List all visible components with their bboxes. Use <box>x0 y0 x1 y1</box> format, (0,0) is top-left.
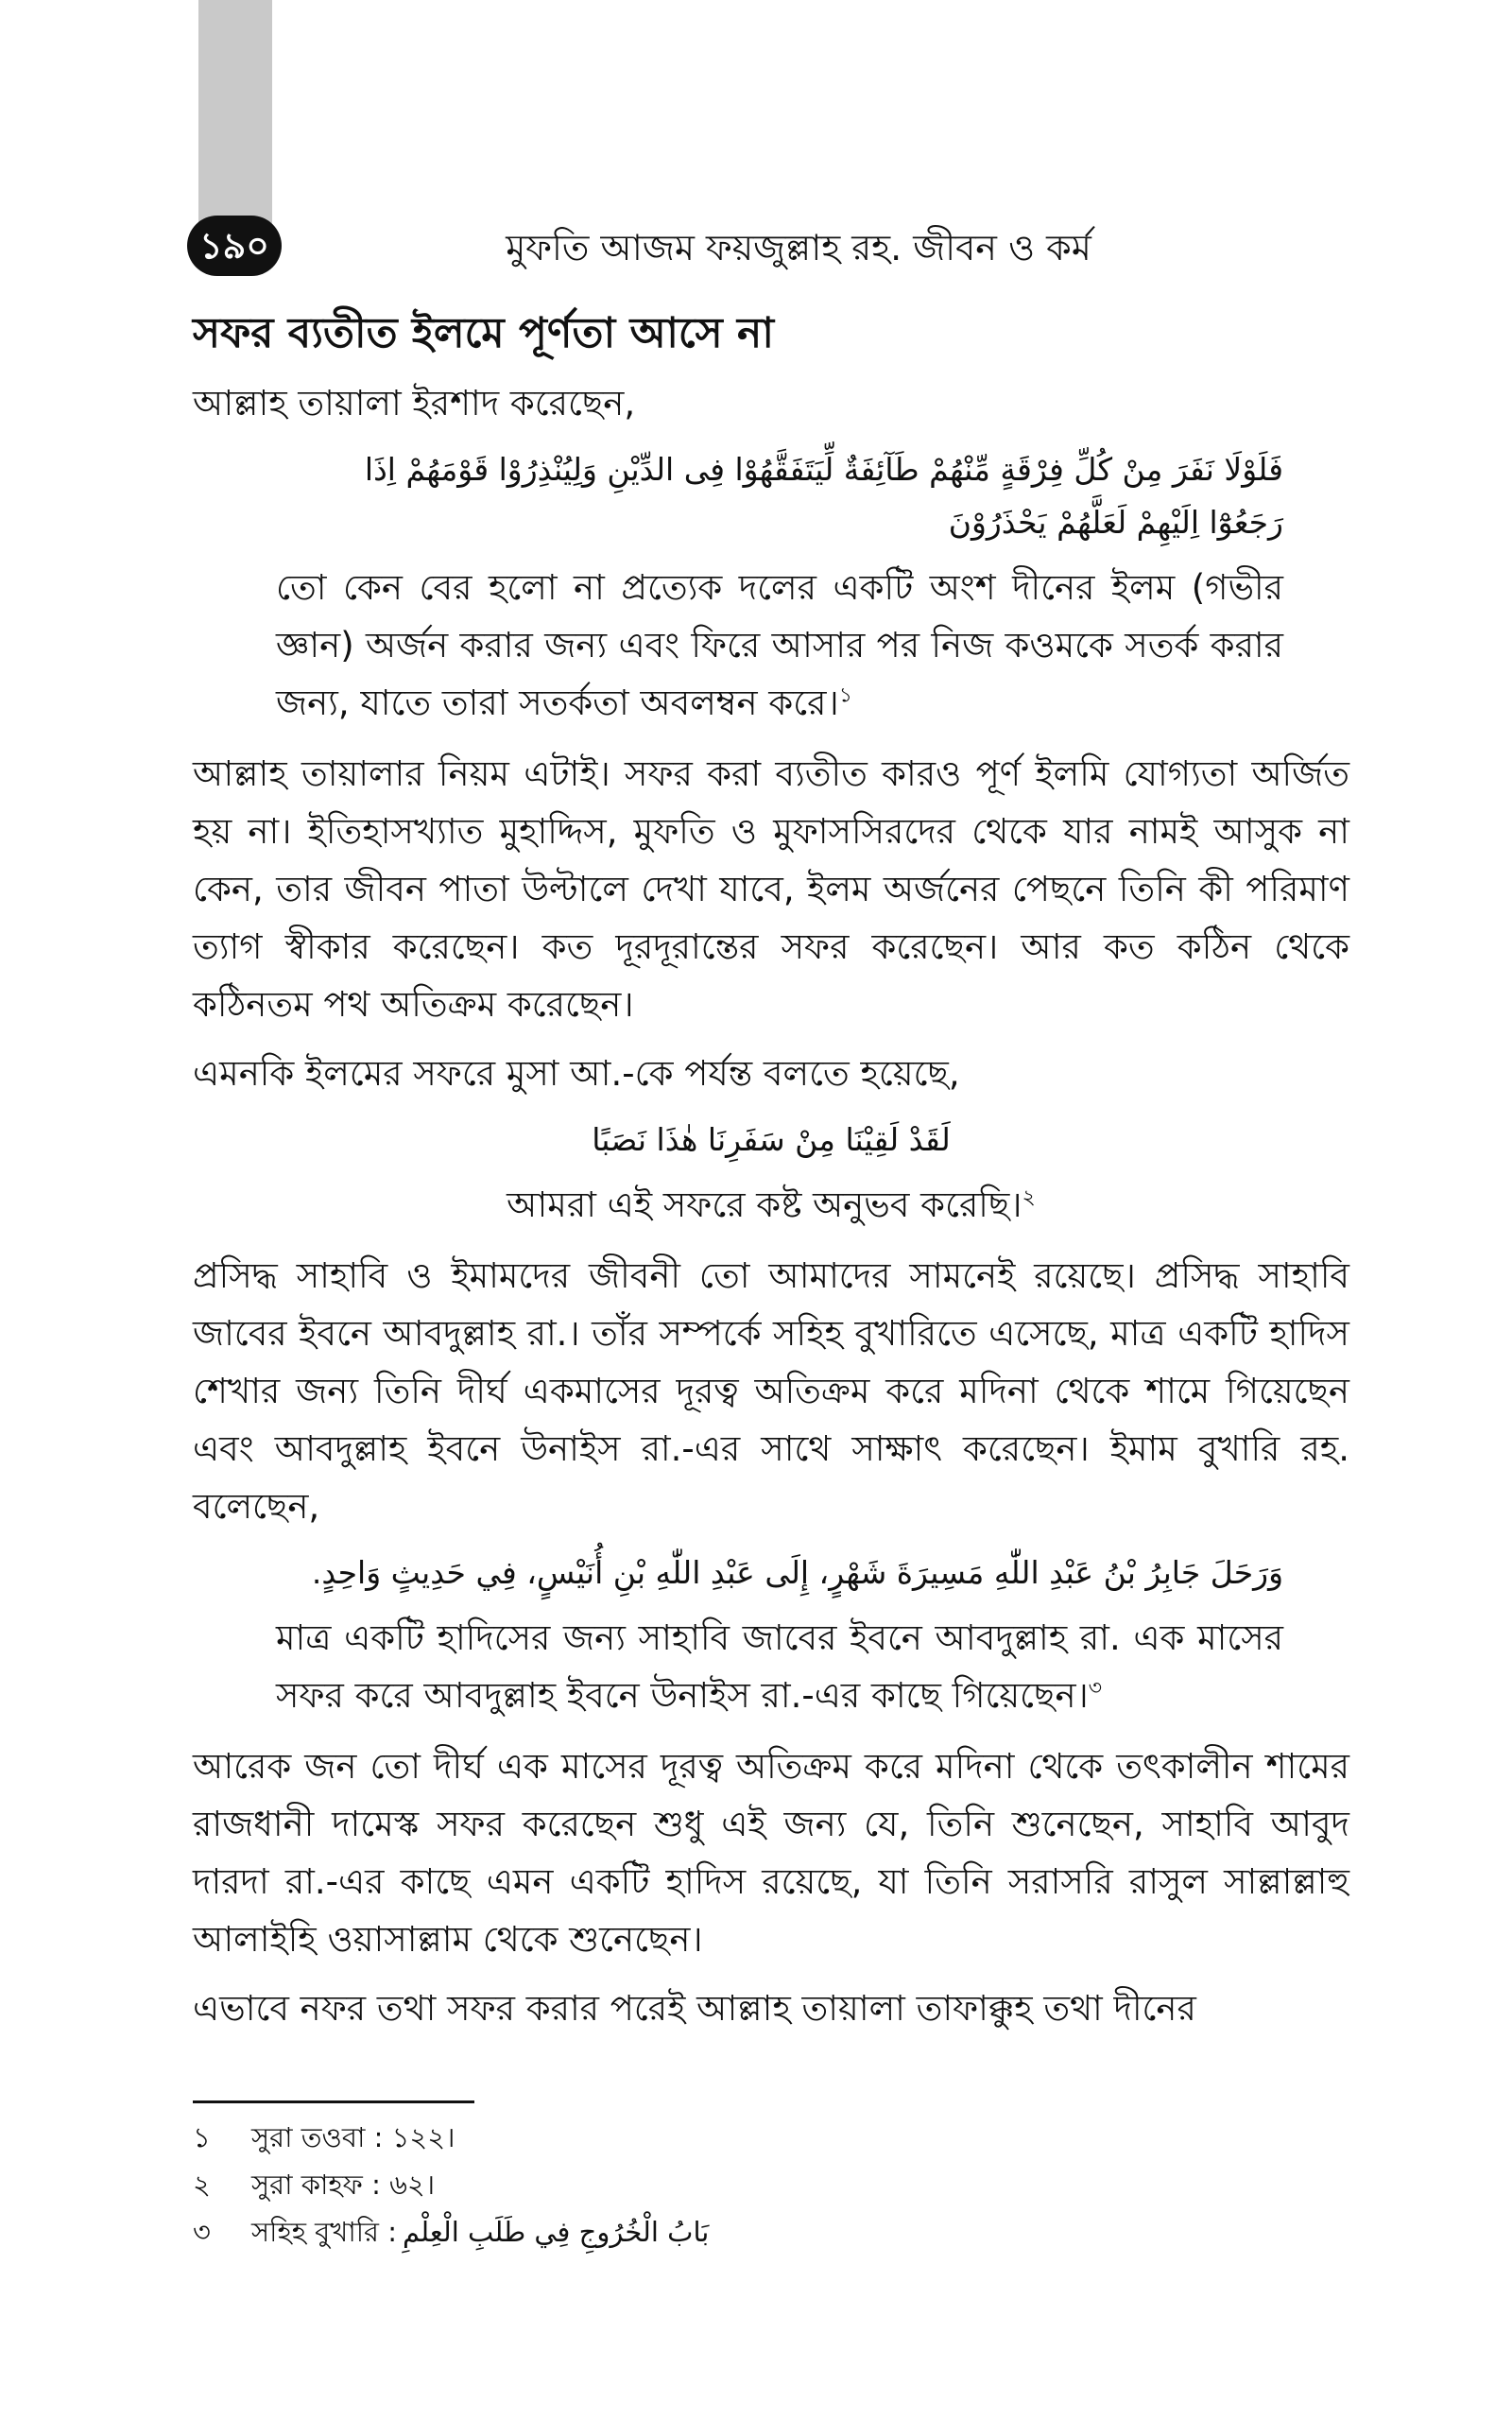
footnote-number: ১ <box>193 2121 211 2153</box>
footnote-1 <box>193 2114 1043 2161</box>
hadith-translation <box>193 1609 1349 1724</box>
paragraph-2: এমনকি ইলমের সফরে মুসা আ.-কে পর্যন্ত বলতে হয়েছে, <box>193 1053 960 1094</box>
quran-verse-line-1: فَلَوْلَا نَفَرَ مِنْ كُلِّ فِرْقَةٍ مِّنْهُمْ طَآئِفَةٌ لِّيَتَفَقَّهُوْا فِى الدِّيْنِ وَلِيُنْذِرُوْا قَوْمَهُمْ اِذَا <box>364 451 1283 488</box>
footnote-number: ৩ <box>193 2216 211 2248</box>
page-body <box>193 302 1349 2048</box>
page-edge-tab <box>198 0 272 236</box>
footnote-text: সহিহ বুখারি : <box>251 2216 397 2248</box>
footnotes <box>193 2114 1043 2256</box>
paragraph-4: আরেক জন তো দীর্ঘ এক মাসের দূরত্ব অতিক্রম করে মদিনা থেকে তৎকালীন শামের রাজধানী দামেস্ক সফর করেছেন শুধু এই জন্য যে, তিনি শুনেছেন, সাহাবি আবুদ দারদা রা.-এর কাছে এমন একটি হাদিস রয়েছে, যা তিনি সরাসরি রাসুল সাল্লাল্লাহু আলাইহি ওয়াসাল্লাম থেকে শুনেছেন। <box>193 1746 1349 1960</box>
footnote-text: সুরা তওবা : ১২২। <box>251 2121 455 2153</box>
paragraph-5: এভাবে নফর তথা সফর করার পরেই আল্লাহ তায়ালা তাফাক্কুহ তথা দীনের <box>193 1988 1196 2029</box>
quran-verse-block <box>193 443 1349 549</box>
quran-verse-2: لَقَدْ لَقِيْنَا مِنْ سَفَرِنَا هٰذَا نَصَبًا <box>592 1121 951 1158</box>
footnote-ref-3[interactable]: ৩ <box>1088 1676 1103 1701</box>
paragraph-3: প্রসিদ্ধ সাহাবি ও ইমামদের জীবনী তো আমাদের সামনেই রয়েছে। প্রসিদ্ধ সাহাবি জাবের ইবনে আবদুল্লাহ রা.। তাঁর সম্পর্কে সহিহ বুখারিতে এসেছে, মাত্র একটি হাদিস শেখার জন্য তিনি দীর্ঘ একমাসের দূরত্ব অতিক্রম করে মদিনা থেকে শামে গিয়েছেন এবং আবদুল্লাহ ইবনে উনাইস রা.-এর সাথে সাক্ষাৎ করেছেন। ইমাম বুখারি রহ. বলেছেন, <box>193 1255 1349 1527</box>
page-number: ১৯০ <box>187 216 282 276</box>
hadith-text: وَرَحَلَ جَابِرُ بْنُ عَبْدِ اللّٰهِ مَسِيرَةَ شَهْرٍ، إِلَى عَبْدِ اللّٰهِ بْنِ أُنَيْسٍ، فِي حَدِيثٍ وَاحِدٍ. <box>311 1554 1283 1591</box>
verse-translation <box>193 559 1349 732</box>
footnote-2 <box>193 2161 1043 2208</box>
quran-verse-line-2: رَجَعُوْٓا اِلَيْهِمْ لَعَلَّهُمْ يَحْذَرُوْنَ <box>948 504 1283 541</box>
intro-line: আল্লাহ তায়ালা ইরশাদ করেছেন, <box>193 383 636 424</box>
footnote-ref-1[interactable]: ১ <box>838 683 853 708</box>
verse-2-translation-text: আমরা এই সফরে কষ্ট অনুভব করেছি। <box>507 1184 1022 1225</box>
footnote-number: ২ <box>193 2169 211 2201</box>
footnote-ref-2[interactable]: ২ <box>1022 1185 1036 1210</box>
footnote-text: সুরা কাহফ : ৬২। <box>251 2169 436 2201</box>
hadith-translation-text: মাত্র একটি হাদিসের জন্য সাহাবি জাবের ইবনে আবদুল্লাহ রা. এক মাসের সফর করে আবদুল্লাহ ইবনে উনাইস রা.-এর কাছে গিয়েছেন। <box>276 1617 1283 1716</box>
footnote-arabic: بَابُ الْخُرُوجِ فِي طَلَبِ الْعِلْمِ <box>402 2216 710 2248</box>
footnote-divider <box>193 2100 474 2103</box>
verse-translation-text: তো কেন বের হলো না প্রত্যেক দলের একটি অংশ দীনের ইলম (গভীর জ্ঞান) অর্জন করার জন্য এবং ফিরে আসার পর নিজ কওমকে সতর্ক করার জন্য, যাতে তারা সতর্কতা অবলম্বন করে। <box>276 567 1283 723</box>
running-title: মুফতি আজম ফয়জুল্লাহ রহ. জীবন ও কর্ম <box>506 227 1091 268</box>
section-heading: সফর ব্যতীত ইলমে পূর্ণতা আসে না <box>193 309 775 357</box>
verse-2-translation <box>193 1176 1349 1234</box>
paragraph-1: আল্লাহ তায়ালার নিয়ম এটাই। সফর করা ব্যতীত কারও পূর্ণ ইলমি যোগ্যতা অর্জিত হয় না। ইতিহাসখ্যাত মুহাদ্দিস, মুফতি ও মুফাসসিরদের থেকে যার নামই আসুক না কেন, তার জীবন পাতা উল্টালে দেখা যাবে, ইলম অর্জনের পেছনে তিনি কী পরিমাণ ত্যাগ স্বীকার করেছেন। কত দূরদূরান্তের সফর করেছেন। আর কত কঠিন থেকে কঠিনতম পথ অতিক্রম করেছেন। <box>193 753 1349 1025</box>
footnote-3 <box>193 2208 1043 2256</box>
